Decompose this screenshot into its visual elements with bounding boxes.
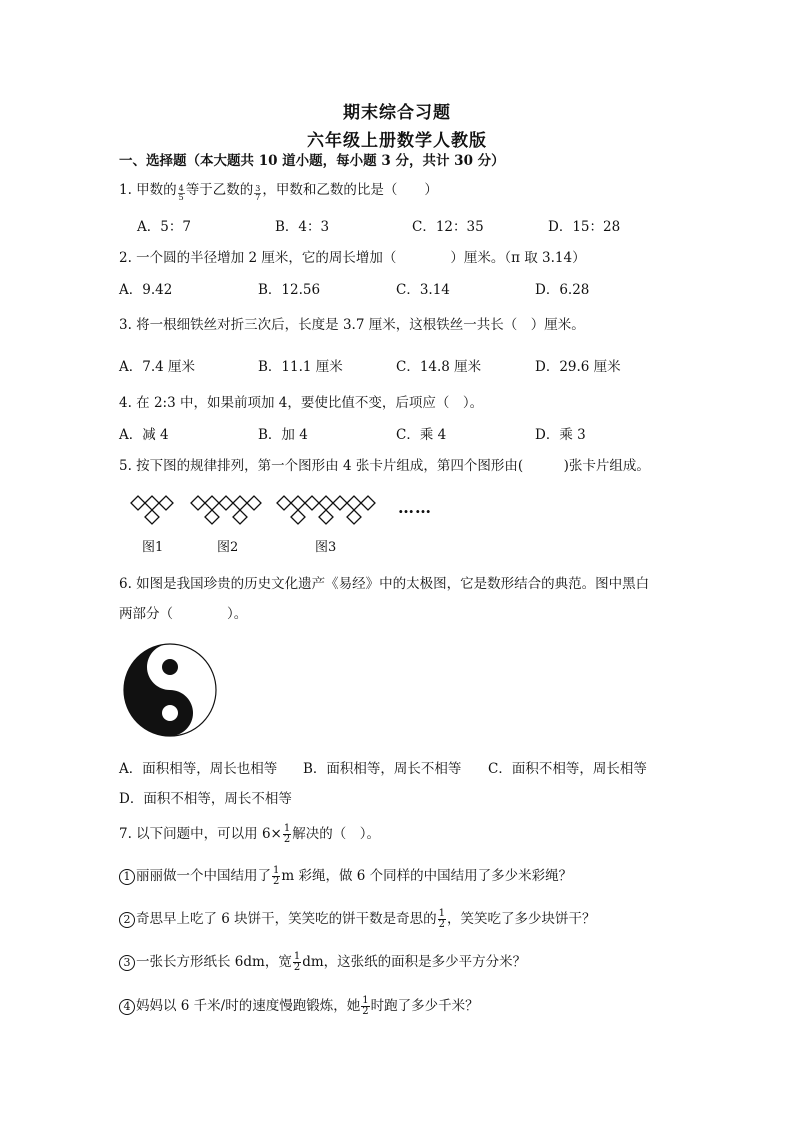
figure-label-1: 图1: [142, 540, 164, 555]
question-5: 5. 按下图的规律排列，第一个图形由 4 张卡片组成，第四个图形由( )张卡片组成。: [119, 458, 650, 474]
q2-option-c: C．3.14: [396, 282, 450, 298]
q1-frac1-num: 4: [178, 184, 184, 193]
q7-item-2-frac-den: 2: [438, 919, 446, 930]
fig3-card: [291, 510, 305, 524]
card-pattern-figure: [0, 490, 794, 550]
q7-item-3-text-b: dm，这张纸的面积是多少平方分米？: [302, 954, 527, 970]
q7-item-3: [119, 952, 526, 973]
q7-item-2-fraction: [438, 909, 446, 930]
question-3: 3. 将一根细铁丝对折三次后，长度是 3.7 厘米，这根铁丝一共长（ ）厘米。: [119, 317, 585, 333]
q7-frac-den: 2: [283, 834, 291, 845]
fig2-card: [247, 496, 261, 510]
q3-option-b: B．11.1 厘米: [258, 359, 343, 375]
q7-item-3-frac-den: 2: [293, 962, 301, 973]
question-6-line-2: 两部分（ ）。: [119, 606, 248, 622]
q6-option-c: C．面积不相等，周长相等: [488, 761, 647, 777]
q1-fraction-2: [254, 185, 261, 202]
fig3-card: [347, 510, 361, 524]
fig2-card: [233, 496, 247, 510]
q7-fraction: [283, 824, 291, 845]
fig3-card: [277, 496, 291, 510]
q7-item-1-text-a: 丽丽做一个中国结用了: [136, 868, 271, 884]
q7-item-4-fraction: [361, 996, 369, 1017]
q3-option-c: C．14.8 厘米: [396, 359, 482, 375]
q7-item-3-frac-num: 1: [293, 951, 301, 962]
q1-option-b: B．4：3: [275, 219, 330, 235]
q7-item-1-fraction: [272, 866, 280, 887]
q7-item-4-frac-num: 1: [362, 995, 369, 1006]
page-title: 期末综合习题: [343, 103, 451, 123]
q6-option-a: A．面积相等，周长也相等: [119, 761, 278, 777]
q7-item-1-frac-num: 1: [273, 865, 280, 876]
q7-item-3-text-a: 一张长方形纸长 6dm，宽: [136, 954, 292, 970]
fig3-card: [319, 496, 333, 510]
q7-item-1-frac-den: 2: [273, 876, 280, 887]
question-6-line-1: 6. 如图是我国珍贵的历史文化遗产《易经》中的太极图，它是数形结合的典范。图中黑白: [119, 576, 650, 592]
q4-option-c: C．乘 4: [396, 427, 447, 443]
fig3-card: [291, 496, 305, 510]
fig3-card: [333, 496, 347, 510]
q1-text-b: 等于乙数的: [185, 182, 254, 198]
circled-number-4: 4: [119, 999, 135, 1015]
q2-option-b: B．12.56: [258, 282, 321, 298]
fig2-card: [205, 510, 219, 524]
q7-item-2-text-a: 奇思早上吃了 6 块饼干，笑笑吃的饼干数是奇思的: [136, 911, 437, 927]
q7-item-2-frac-num: 1: [438, 908, 446, 919]
q4-option-d: D．乘 3: [535, 427, 586, 443]
q1-text-a: 1. 甲数的: [119, 182, 177, 198]
fig3-card: [347, 496, 361, 510]
q6-option-b: B．面积相等，周长不相等: [303, 761, 462, 777]
fig2-card: [233, 510, 247, 524]
q7-frac-num: 1: [283, 823, 291, 834]
section-heading: 一、选择题（本大题共 10 道小题，每小题 3 分，共计 30 分）: [119, 153, 505, 169]
fig1-card: [159, 496, 173, 510]
circled-number-2: 2: [119, 912, 135, 928]
q1-text-c: ，甲数和乙数的比是（ ）: [262, 182, 438, 198]
q2-option-d: D．6.28: [535, 282, 590, 298]
fig2-card: [219, 496, 233, 510]
q3-option-d: D．29.6 厘米: [535, 359, 621, 375]
q6-option-d: D．面积不相等，周长不相等: [119, 791, 292, 807]
pattern-ellipsis: ……: [398, 498, 432, 517]
taiji-yin-yang-icon: [122, 642, 218, 738]
page-subtitle: 六年级上册数学人教版: [307, 131, 487, 151]
q7-text-a: 7. 以下问题中，可以用 6×: [119, 826, 282, 842]
fig1-card: [145, 496, 159, 510]
q1-frac2-den: 7: [255, 193, 261, 202]
q7-text-b: 解决的（ ）。: [292, 826, 380, 842]
q2-option-a: A．9.42: [119, 282, 173, 298]
fig1-card: [131, 496, 145, 510]
q1-option-d: D．15：28: [548, 219, 621, 235]
fig2-card: [205, 496, 219, 510]
fig3-card: [319, 510, 333, 524]
q1-option-c: C．12：35: [412, 219, 484, 235]
q3-option-a: A．7.4 厘米: [119, 359, 196, 375]
q1-frac1-den: 5: [178, 193, 184, 202]
question-7: [119, 824, 380, 845]
figure-label-2: 图2: [217, 540, 239, 555]
fig3-card: [305, 496, 319, 510]
fig1-card: [145, 510, 159, 524]
q7-item-1: [119, 866, 572, 887]
q7-item-1-text-b: m 彩绳，做 6 个同样的中国结用了多少米彩绳？: [281, 868, 573, 884]
circled-number-1: 1: [119, 869, 135, 885]
q7-item-4-text-b: 时跑了多少千米？: [370, 998, 479, 1014]
q4-option-a: A．减 4: [119, 427, 169, 443]
question-4: 4. 在 2:3 中，如果前项加 4，要使比值不变，后项应（ ）。: [119, 395, 484, 411]
circled-number-3: 3: [119, 955, 135, 971]
q7-item-2-text-b: ，笑笑吃了多少块饼干？: [447, 911, 596, 927]
q7-item-2: [119, 909, 596, 930]
q7-item-4-frac-den: 2: [362, 1006, 369, 1017]
question-2: 2. 一个圆的半径增加 2 厘米，它的周长增加（ ）厘米。（π 取 3.14）: [119, 250, 586, 266]
q4-option-b: B．加 4: [258, 427, 308, 443]
fig3-card: [361, 496, 375, 510]
q7-item-4-text-a: 妈妈以 6 千米/时的速度慢跑锻炼，她: [136, 998, 361, 1014]
q1-frac2-num: 3: [255, 184, 261, 193]
fig2-card: [191, 496, 205, 510]
figure-label-3: 图3: [315, 540, 337, 555]
q7-item-4: [119, 996, 479, 1017]
question-1: [119, 181, 438, 202]
q1-fraction-1: [178, 185, 185, 202]
q7-item-3-fraction: [293, 952, 301, 973]
q1-option-a: A．5：7: [137, 219, 191, 235]
